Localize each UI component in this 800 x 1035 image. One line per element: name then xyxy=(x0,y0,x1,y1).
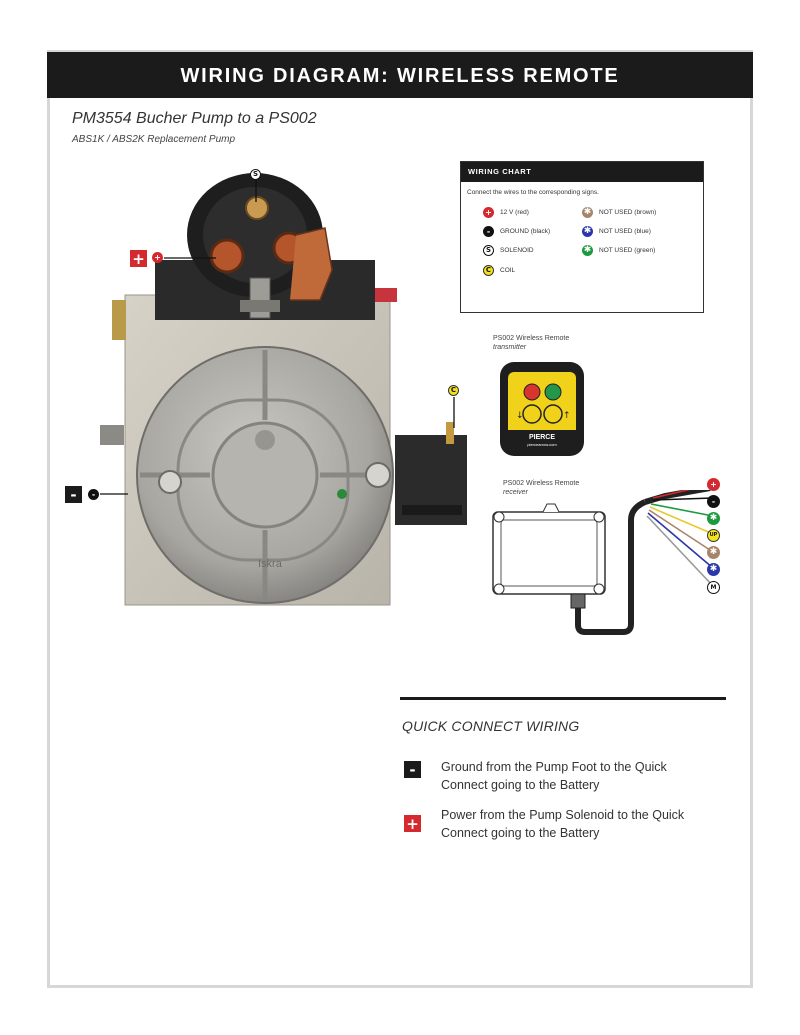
transmitter-illustration xyxy=(498,360,588,460)
legend-item-solenoid xyxy=(483,245,534,256)
legend-item-green xyxy=(582,245,655,256)
page-title: PM3554 Bucher Pump to a PS002 xyxy=(72,110,317,127)
legend-label: COIL xyxy=(500,267,516,274)
receiver-caption-title: PS002 Wireless Remote xyxy=(503,480,580,487)
solenoid-callout-icon: S xyxy=(250,169,261,180)
coil-callout-icon: C xyxy=(448,385,459,396)
svg-text:↑: ↑ xyxy=(563,411,571,421)
legend-label: NOT USED (brown) xyxy=(599,209,657,216)
pump-brand-text: Iskra xyxy=(258,558,282,570)
quick-connect-power xyxy=(404,806,701,842)
receiver-caption-sub: receiver xyxy=(503,489,528,496)
legend-label: NOT USED (blue) xyxy=(599,228,651,235)
legend-label: GROUND (black) xyxy=(500,228,551,235)
receiver-wire-up: UP xyxy=(707,529,720,542)
asterisk-green-icon: ✱ xyxy=(583,245,592,255)
minus-dot-callout: - xyxy=(88,489,99,500)
legend-label: SOLENOID xyxy=(500,247,534,254)
receiver-wire-minus: - xyxy=(707,495,720,508)
legend-item-brown xyxy=(582,207,656,218)
page-header: WIRING DIAGRAM: WIRELESS REMOTE xyxy=(47,52,753,98)
transmitter-caption xyxy=(493,334,569,352)
receiver-illustration xyxy=(485,490,725,640)
receiver-wire-blue: ✱ xyxy=(707,563,720,576)
quick-connect-power-text: Power from the Pump Solenoid to the Quick Connect going to the Battery xyxy=(441,808,685,840)
receiver-wire-green: ✱ xyxy=(707,512,720,525)
section-divider xyxy=(400,697,726,700)
minus-square-callout: - xyxy=(65,486,82,503)
quick-connect-title: QUICK CONNECT WIRING xyxy=(402,718,580,734)
plus-icon: + xyxy=(483,207,494,218)
legend-item-coil xyxy=(483,265,515,276)
quick-connect-ground-text: Ground from the Pump Foot to the Quick Connect going to the Battery xyxy=(441,760,667,792)
solenoid-icon: S xyxy=(483,245,494,256)
legend-item-ground xyxy=(483,226,550,237)
plus-square-icon: + xyxy=(404,815,421,832)
receiver-wire-plus: + xyxy=(707,478,720,491)
wiring-chart-description: Connect the wires to the corresponding signs. xyxy=(467,189,599,196)
legend-item-blue xyxy=(582,226,651,237)
asterisk-brown-icon: ✱ xyxy=(583,207,592,217)
transmitter-brand: PIERCE xyxy=(528,434,556,441)
receiver-wire-brown: ✱ xyxy=(707,546,720,559)
transmitter-url: piercearrow.com xyxy=(527,442,557,447)
transmitter-caption-title: PS002 Wireless Remote xyxy=(493,335,570,342)
page-subtitle: ABS1K / ABS2K Replacement Pump xyxy=(72,134,236,145)
minus-icon: - xyxy=(483,226,494,237)
receiver-wire-m: M xyxy=(707,581,720,594)
legend-item-12v xyxy=(483,207,529,218)
asterisk-blue-icon: ✱ xyxy=(583,226,592,236)
svg-text:↓: ↓ xyxy=(516,411,524,421)
transmitter-caption-sub: transmitter xyxy=(493,344,527,351)
coil-icon: C xyxy=(483,265,494,276)
plus-square-callout: + xyxy=(130,250,147,267)
wiring-chart xyxy=(460,161,704,313)
legend-label: 12 V (red) xyxy=(500,209,529,216)
quick-connect-ground xyxy=(404,758,701,794)
plus-dot-callout: + xyxy=(152,252,163,263)
minus-square-icon: - xyxy=(404,761,421,778)
legend-label: NOT USED (green) xyxy=(599,247,656,254)
wiring-chart-heading: WIRING CHART xyxy=(461,162,703,182)
